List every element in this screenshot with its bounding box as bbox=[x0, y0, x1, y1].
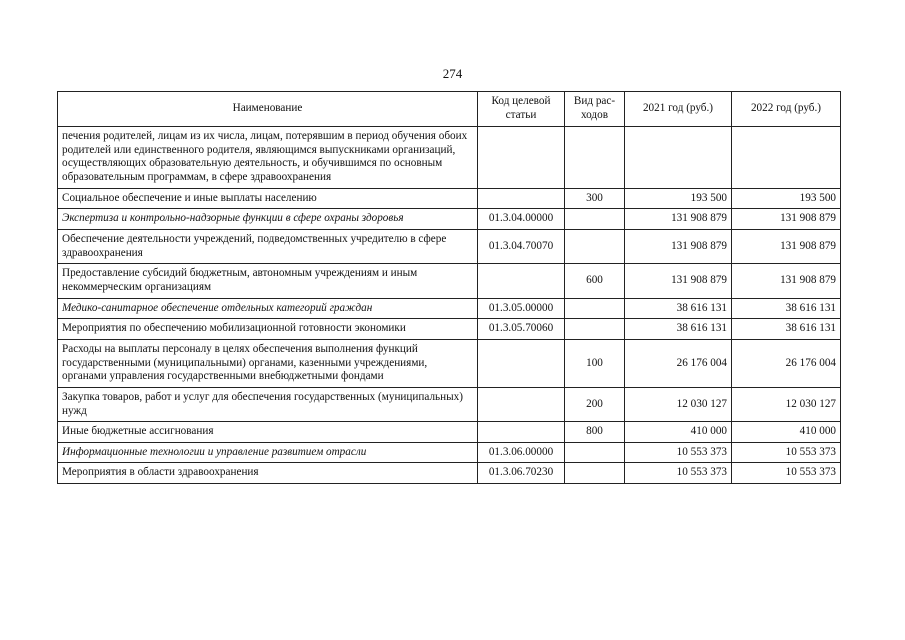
row-name: Предоставление субсидий бюджетным, автономным учреждениям и иным некоммерческим организациям bbox=[58, 264, 478, 298]
budget-table bbox=[57, 91, 841, 484]
table-row bbox=[58, 209, 841, 230]
table-row bbox=[58, 422, 841, 443]
row-amount-2022: 38 616 131 bbox=[732, 298, 841, 319]
row-expense-type bbox=[565, 127, 625, 189]
row-name: Мероприятия в области здравоохранения bbox=[58, 463, 478, 484]
row-target-code: 01.3.06.70230 bbox=[478, 463, 565, 484]
row-amount-2021: 131 908 879 bbox=[625, 229, 732, 263]
row-target-code: 01.3.05.00000 bbox=[478, 298, 565, 319]
row-target-code bbox=[478, 339, 565, 387]
table-row bbox=[58, 319, 841, 340]
row-amount-2022 bbox=[732, 127, 841, 189]
row-name: Обеспечение деятельности учреждений, подведомственных учредителю в сфере здравоохранения bbox=[58, 229, 478, 263]
row-name: Расходы на выплаты персоналу в целях обеспечения выполнения функций государственными (муниципальными) органами, казенными учреждениями, органами управления государственными внебюджетными фондами bbox=[58, 339, 478, 387]
row-target-code bbox=[478, 387, 565, 421]
row-amount-2022: 131 908 879 bbox=[732, 229, 841, 263]
header-2021: 2021 год (руб.) bbox=[625, 92, 732, 127]
table-row bbox=[58, 188, 841, 209]
row-amount-2022: 131 908 879 bbox=[732, 264, 841, 298]
row-name: Информационные технологии и управление развитием отрасли bbox=[58, 442, 478, 463]
header-code: Код целевой статьи bbox=[478, 92, 565, 127]
row-amount-2022: 10 553 373 bbox=[732, 442, 841, 463]
row-target-code bbox=[478, 422, 565, 443]
row-amount-2021: 131 908 879 bbox=[625, 264, 732, 298]
row-target-code bbox=[478, 127, 565, 189]
row-amount-2022: 131 908 879 bbox=[732, 209, 841, 230]
page-number: 274 bbox=[442, 66, 463, 81]
table-row bbox=[58, 127, 841, 189]
table-row bbox=[58, 298, 841, 319]
row-expense-type bbox=[565, 319, 625, 340]
row-target-code bbox=[478, 264, 565, 298]
table-row bbox=[58, 463, 841, 484]
row-expense-type: 600 bbox=[565, 264, 625, 298]
row-amount-2022: 26 176 004 bbox=[732, 339, 841, 387]
row-expense-type bbox=[565, 442, 625, 463]
row-name: Иные бюджетные ассигнования bbox=[58, 422, 478, 443]
row-amount-2021 bbox=[625, 127, 732, 189]
row-amount-2021: 131 908 879 bbox=[625, 209, 732, 230]
row-target-code: 01.3.04.70070 bbox=[478, 229, 565, 263]
row-target-code bbox=[478, 188, 565, 209]
header-expense-type: Вид рас-ходов bbox=[565, 92, 625, 127]
row-amount-2022: 410 000 bbox=[732, 422, 841, 443]
row-name: Социальное обеспечение и иные выплаты населению bbox=[58, 188, 478, 209]
row-target-code: 01.3.04.00000 bbox=[478, 209, 565, 230]
row-name: Медико-санитарное обеспечение отдельных категорий граждан bbox=[58, 298, 478, 319]
row-amount-2022: 10 553 373 bbox=[732, 463, 841, 484]
row-amount-2022: 38 616 131 bbox=[732, 319, 841, 340]
table-row bbox=[58, 229, 841, 263]
row-expense-type: 100 bbox=[565, 339, 625, 387]
header-2022: 2022 год (руб.) bbox=[732, 92, 841, 127]
row-expense-type bbox=[565, 298, 625, 319]
table-row bbox=[58, 264, 841, 298]
row-expense-type: 800 bbox=[565, 422, 625, 443]
row-amount-2021: 12 030 127 bbox=[625, 387, 732, 421]
row-expense-type bbox=[565, 463, 625, 484]
row-target-code: 01.3.05.70060 bbox=[478, 319, 565, 340]
table-row bbox=[58, 387, 841, 421]
row-name: Мероприятия по обеспечению мобилизационной готовности экономики bbox=[58, 319, 478, 340]
table-row bbox=[58, 339, 841, 387]
row-expense-type bbox=[565, 229, 625, 263]
row-amount-2022: 193 500 bbox=[732, 188, 841, 209]
row-amount-2022: 12 030 127 bbox=[732, 387, 841, 421]
row-name: Закупка товаров, работ и услуг для обеспечения государственных (муниципальных) нужд bbox=[58, 387, 478, 421]
row-amount-2021: 10 553 373 bbox=[625, 442, 732, 463]
row-amount-2021: 26 176 004 bbox=[625, 339, 732, 387]
row-target-code: 01.3.06.00000 bbox=[478, 442, 565, 463]
row-expense-type: 200 bbox=[565, 387, 625, 421]
table-body bbox=[58, 127, 841, 484]
header-name: Наименование bbox=[58, 92, 478, 127]
row-amount-2021: 10 553 373 bbox=[625, 463, 732, 484]
table-header-row bbox=[58, 92, 841, 127]
table-row bbox=[58, 442, 841, 463]
row-amount-2021: 193 500 bbox=[625, 188, 732, 209]
row-expense-type bbox=[565, 209, 625, 230]
row-amount-2021: 38 616 131 bbox=[625, 319, 732, 340]
row-amount-2021: 38 616 131 bbox=[625, 298, 732, 319]
row-expense-type: 300 bbox=[565, 188, 625, 209]
row-name: Экспертиза и контрольно-надзорные функции в сфере охраны здоровья bbox=[58, 209, 478, 230]
row-name: печения родителей, лицам из их числа, лицам, потерявшим в период обучения обоих родителей или единственного родителя, являющимся выпускниками организаций, осуществляющих образовательную деятельность, и обучившимся по основным образовательным программам, в сфере здравоохранения bbox=[58, 127, 478, 189]
row-amount-2021: 410 000 bbox=[625, 422, 732, 443]
